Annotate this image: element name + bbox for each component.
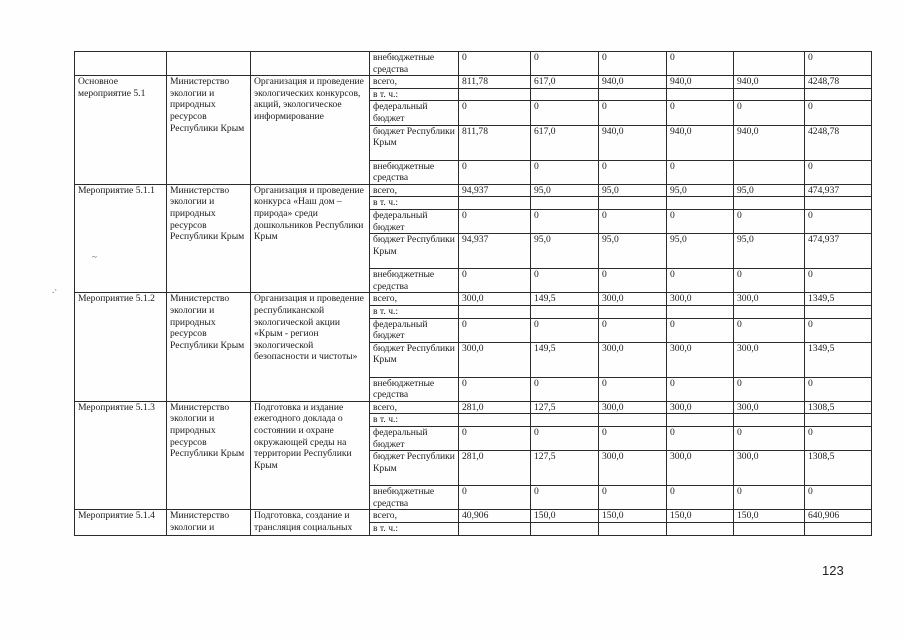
value-cell [599,88,667,101]
value-cell: 0 [531,377,599,401]
value-cell: 0 [459,52,531,76]
source-cell: всего, [370,184,459,197]
value-cell: 127,5 [531,451,599,486]
value-cell: 95,0 [667,184,734,197]
table-row [75,184,872,197]
value-cell: 95,0 [734,184,805,197]
value-cell: 0 [667,101,734,125]
source-cell: федеральный бюджет [370,318,459,342]
value-cell: 0 [734,486,805,510]
executor-cell: Министерство экологии и [167,510,251,535]
value-cell [734,197,805,210]
source-cell: в т. ч.: [370,305,459,318]
value-cell: 0 [599,486,667,510]
value-cell: 95,0 [734,234,805,269]
value-cell: 0 [531,160,599,184]
value-cell: 0 [667,209,734,233]
source-cell: бюджет Республики Крым [370,451,459,486]
value-cell: 300,0 [599,342,667,377]
value-cell [599,523,667,536]
value-cell: 300,0 [734,293,805,306]
value-cell: 0 [599,377,667,401]
value-cell: 0 [805,101,872,125]
value-cell: 0 [459,318,531,342]
value-cell: 0 [805,52,872,76]
value-cell [734,305,805,318]
source-cell: бюджет Республики Крым [370,234,459,269]
measure-cell: Мероприятие 5.1.1 [75,184,167,293]
measure-cell: Мероприятие 5.1.4 [75,510,167,535]
value-cell [531,305,599,318]
value-cell: 149,5 [531,293,599,306]
value-cell: 300,0 [667,451,734,486]
value-cell: 300,0 [599,293,667,306]
value-cell: 0 [805,160,872,184]
value-cell [459,523,531,536]
value-cell: 95,0 [667,234,734,269]
value-cell: 940,0 [599,76,667,89]
value-cell: 0 [531,101,599,125]
value-cell: 0 [599,160,667,184]
source-cell: всего, [370,401,459,414]
value-cell: 0 [667,160,734,184]
measure-cell: Мероприятие 5.1.2 [75,293,167,402]
value-cell: 300,0 [599,401,667,414]
value-cell: 0 [459,101,531,125]
value-cell [599,197,667,210]
value-cell [734,523,805,536]
value-cell: 127,5 [531,401,599,414]
value-cell: 95,0 [531,184,599,197]
description-cell: Организация и проведение конкурса «Наш дом – природа» среди дошкольников Республики Крым [251,184,370,293]
value-cell: 95,0 [599,234,667,269]
table-row [75,401,872,414]
value-cell [805,305,872,318]
value-cell: 94,937 [459,234,531,269]
value-cell [599,414,667,427]
value-cell: 940,0 [734,76,805,89]
value-cell [531,197,599,210]
value-cell: 40,906 [459,510,531,523]
budget-table [74,51,872,536]
executor-cell: Министерство экологии и природных ресурсов Республики Крым [167,401,251,510]
value-cell: 300,0 [734,451,805,486]
value-cell: 0 [599,427,667,451]
executor-cell: Министерство экологии и природных ресурсов Республики Крым [167,293,251,402]
value-cell: 0 [531,486,599,510]
value-cell: 940,0 [734,125,805,160]
executor-cell: Министерство экологии и природных ресурсов Республики Крым [167,76,251,185]
value-cell [734,160,805,184]
source-cell: федеральный бюджет [370,209,459,233]
value-cell [531,88,599,101]
value-cell [734,414,805,427]
value-cell: 1308,5 [805,451,872,486]
value-cell: 940,0 [667,76,734,89]
value-cell: 300,0 [459,342,531,377]
value-cell [734,52,805,76]
description-cell: Организация и проведение республиканской экологической акции «Крым - регион экологической безопасности и чистоты» [251,293,370,402]
source-cell: внебюджетные средства [370,160,459,184]
value-cell: 0 [805,377,872,401]
value-cell: 150,0 [734,510,805,523]
page-number: 123 [822,563,844,578]
value-cell: 0 [599,209,667,233]
value-cell [805,197,872,210]
value-cell [531,523,599,536]
table-row [75,510,872,523]
value-cell: 0 [459,377,531,401]
value-cell: 0 [667,269,734,293]
value-cell: 149,5 [531,342,599,377]
value-cell: 300,0 [734,342,805,377]
source-cell: в т. ч.: [370,197,459,210]
budget-table-body [75,52,872,536]
value-cell: 617,0 [531,125,599,160]
value-cell [667,305,734,318]
value-cell [734,88,805,101]
value-cell: 0 [805,427,872,451]
value-cell: 0 [667,427,734,451]
value-cell: 0 [531,52,599,76]
value-cell [459,305,531,318]
value-cell: 1349,5 [805,342,872,377]
description-cell: Организация и проведение экологических конкурсов, акций, экологическое информирование [251,76,370,185]
executor-cell: Министерство экологии и природных ресурсов Республики Крым [167,184,251,293]
scan-speck: ~ [92,252,97,262]
value-cell: 0 [805,486,872,510]
value-cell: 0 [734,269,805,293]
value-cell: 95,0 [599,184,667,197]
measure-cell: Основное мероприятие 5.1 [75,76,167,185]
value-cell [805,414,872,427]
source-cell: внебюджетные средства [370,486,459,510]
value-cell: 1349,5 [805,293,872,306]
source-cell: в т. ч.: [370,88,459,101]
source-cell: внебюджетные средства [370,269,459,293]
value-cell: 0 [667,486,734,510]
value-cell: 811,78 [459,76,531,89]
value-cell: 0 [734,427,805,451]
value-cell: 0 [734,209,805,233]
value-cell [667,414,734,427]
value-cell: 0 [531,269,599,293]
value-cell: 281,0 [459,401,531,414]
source-cell: всего, [370,76,459,89]
value-cell: 0 [459,269,531,293]
value-cell: 4248,78 [805,125,872,160]
value-cell: 0 [599,52,667,76]
source-cell: в т. ч.: [370,414,459,427]
value-cell: 281,0 [459,451,531,486]
table-row [75,293,872,306]
value-cell: 811,78 [459,125,531,160]
source-cell: федеральный бюджет [370,427,459,451]
value-cell: 0 [805,209,872,233]
source-cell: внебюджетные средства [370,52,459,76]
value-cell [667,88,734,101]
value-cell: 150,0 [667,510,734,523]
value-cell [531,414,599,427]
value-cell [805,523,872,536]
value-cell: 474,937 [805,184,872,197]
value-cell [459,197,531,210]
value-cell [459,414,531,427]
value-cell: 0 [667,52,734,76]
source-cell: бюджет Республики Крым [370,125,459,160]
source-cell: в т. ч.: [370,523,459,536]
value-cell: 300,0 [599,451,667,486]
value-cell: 0 [459,427,531,451]
value-cell: 474,937 [805,234,872,269]
scan-speck: .· [52,285,58,295]
measure-cell: Мероприятие 5.1.3 [75,401,167,510]
value-cell [459,88,531,101]
value-cell: 0 [667,318,734,342]
value-cell: 0 [531,209,599,233]
value-cell: 0 [459,160,531,184]
source-cell: всего, [370,293,459,306]
description-cell: Подготовка, создание и трансляция социальных [251,510,370,535]
value-cell [805,88,872,101]
value-cell: 0 [531,427,599,451]
source-cell: федеральный бюджет [370,101,459,125]
value-cell [667,197,734,210]
value-cell: 640,906 [805,510,872,523]
value-cell: 617,0 [531,76,599,89]
value-cell: 0 [599,318,667,342]
value-cell: 300,0 [734,401,805,414]
value-cell: 1308,5 [805,401,872,414]
value-cell [599,305,667,318]
value-cell: 0 [531,318,599,342]
value-cell: 300,0 [459,293,531,306]
value-cell: 0 [734,318,805,342]
source-cell: внебюджетные средства [370,377,459,401]
value-cell: 4248,78 [805,76,872,89]
value-cell: 150,0 [531,510,599,523]
value-cell: 150,0 [599,510,667,523]
value-cell: 0 [459,209,531,233]
value-cell: 0 [734,101,805,125]
value-cell: 0 [667,377,734,401]
measure-cell [75,52,167,76]
value-cell: 300,0 [667,293,734,306]
value-cell: 95,0 [531,234,599,269]
value-cell: 940,0 [667,125,734,160]
executor-cell [167,52,251,76]
value-cell: 0 [805,318,872,342]
value-cell: 94,937 [459,184,531,197]
value-cell: 0 [805,269,872,293]
source-cell: всего, [370,510,459,523]
value-cell: 940,0 [599,125,667,160]
value-cell: 300,0 [667,401,734,414]
value-cell: 0 [599,101,667,125]
table-row [75,52,872,76]
value-cell: 0 [599,269,667,293]
table-row [75,76,872,89]
value-cell: 0 [459,486,531,510]
description-cell [251,52,370,76]
source-cell: бюджет Республики Крым [370,342,459,377]
value-cell [667,523,734,536]
value-cell: 0 [734,377,805,401]
value-cell: 300,0 [667,342,734,377]
description-cell: Подготовка и издание ежегодного доклада о состоянии и охране окружающей среды на территории Республики Крым [251,401,370,510]
